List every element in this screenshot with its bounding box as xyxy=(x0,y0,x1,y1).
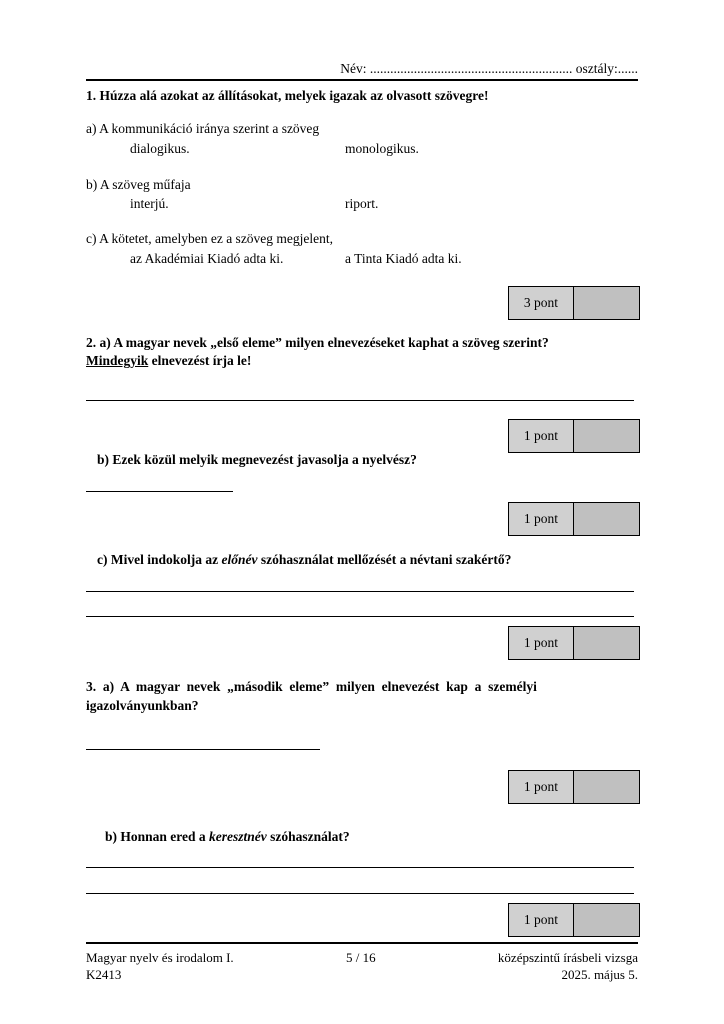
q3a-title-line1: 3. a) A magyar nevek „második eleme” milyen elnevezést kap a személyi xyxy=(86,679,537,694)
q3a-answer-line[interactable] xyxy=(86,749,320,750)
name-class-field: Név: ............................................................ osztály:...... xyxy=(340,61,638,76)
q3b-score-box xyxy=(508,903,640,937)
q1b-option-1[interactable]: interjú. xyxy=(130,196,169,211)
q1a-option-2[interactable]: monologikus. xyxy=(345,141,419,156)
q2c-score-field[interactable] xyxy=(574,627,639,659)
q2a-title-rest: elnevezést írja le! xyxy=(148,353,252,368)
q1c-option-2[interactable]: a Tinta Kiadó adta ki. xyxy=(345,251,462,266)
q3b-points-label: 1 pont xyxy=(509,904,574,936)
q2b-score-field[interactable] xyxy=(574,503,639,535)
q1-score-box xyxy=(508,286,640,320)
q1b-stem: b) A szöveg műfaja xyxy=(86,177,191,192)
q2c-title-pre: c) Mivel indokolja az xyxy=(97,552,222,567)
q1c-stem: c) A kötetet, amelyben ez a szöveg megjelent, xyxy=(86,231,334,246)
q1c-option-1[interactable]: az Akadémiai Kiadó adta ki. xyxy=(130,251,284,266)
q3b-title xyxy=(105,829,350,845)
q2b-score-box xyxy=(508,502,640,536)
q2b-points-label: 1 pont xyxy=(509,503,574,535)
q3b-title-post: szóhasználat? xyxy=(266,829,350,844)
q2a-points-label: 1 pont xyxy=(509,420,574,452)
footer-subject: Magyar nyelv és irodalom I. xyxy=(86,950,234,965)
q2a-title-line2 xyxy=(86,353,251,369)
q2c-title-post: szóhasználat mellőzését a névtani szakértő? xyxy=(257,552,512,567)
q1-score-field[interactable] xyxy=(574,287,639,319)
q3b-answer-line-1[interactable] xyxy=(86,867,634,868)
q2b-title: b) Ezek közül melyik megnevezést javasolja a nyelvész? xyxy=(97,452,417,467)
q2c-answer-line-2[interactable] xyxy=(86,616,634,617)
q2c-score-box xyxy=(508,626,640,660)
footer-exam-level: középszintű írásbeli vizsga xyxy=(497,950,638,965)
q2c-title-italic: előnév xyxy=(221,552,258,567)
footer-page-number: 5 / 16 xyxy=(346,950,376,965)
q2c-points-label: 1 pont xyxy=(509,627,574,659)
q3a-score-box xyxy=(508,770,640,804)
q3a-points-label: 1 pont xyxy=(509,771,574,803)
q1b-option-2[interactable]: riport. xyxy=(345,196,379,211)
q1-points-label: 3 pont xyxy=(509,287,574,319)
q3a-title-line2: igazolványunkban? xyxy=(86,698,199,713)
footer-rule xyxy=(86,942,638,944)
q3b-title-italic: keresztnév xyxy=(209,829,267,844)
q3a-score-field[interactable] xyxy=(574,771,639,803)
q2a-score-box xyxy=(508,419,640,453)
q2a-score-field[interactable] xyxy=(574,420,639,452)
q2a-title-line1: 2. a) A magyar nevek „első eleme” milyen elnevezéseket kaphat a szöveg szerint? xyxy=(86,335,549,350)
q3b-score-field[interactable] xyxy=(574,904,639,936)
q1a-option-1[interactable]: dialogikus. xyxy=(130,141,190,156)
q1a-stem: a) A kommunikáció iránya szerint a szöveg xyxy=(86,121,320,136)
footer-code: K2413 xyxy=(86,967,122,982)
q2a-answer-line[interactable] xyxy=(86,400,634,401)
q2a-title-underlined: Mindegyik xyxy=(86,353,149,368)
q3b-answer-line-2[interactable] xyxy=(86,893,634,894)
header-rule xyxy=(86,79,638,81)
footer-date: 2025. május 5. xyxy=(561,967,638,982)
q2b-answer-line[interactable] xyxy=(86,491,233,492)
q2c-answer-line-1[interactable] xyxy=(86,591,634,592)
q3b-title-pre: b) Honnan ered a xyxy=(105,829,210,844)
q1-title: 1. Húzza alá azokat az állításokat, melyek igazak az olvasott szövegre! xyxy=(86,88,489,103)
q2c-title xyxy=(97,552,511,568)
